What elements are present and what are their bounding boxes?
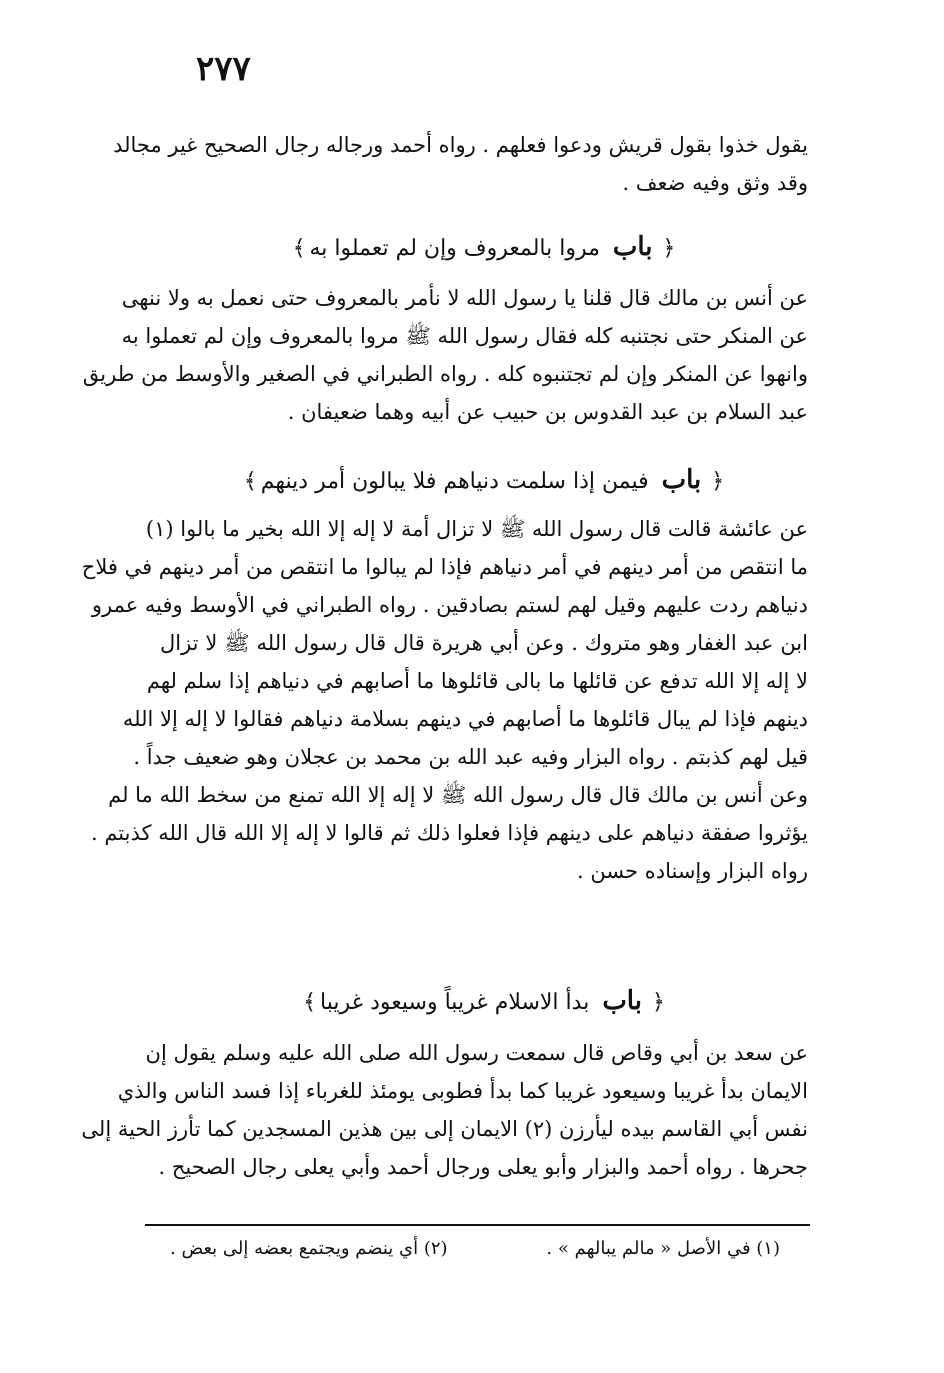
ornate-bracket-close: ﴾ [243, 469, 257, 494]
text-line: وقد وثق وفيه ضعف . [622, 171, 808, 195]
text-line: دنياهم ردت عليهم وقيل لهم لستم بصادقين . رواه الطبراني في الأوسط وفيه عمرو [91, 593, 808, 617]
text-line: يقول خذوا بقول قريش ودعوا فعلهم . رواه أحمد ورجاله رجال الصحيح غير مجالد [113, 133, 808, 157]
paragraph-block-1 [113, 130, 808, 206]
text-line: نفس أبي القاسم بيده ليأرزن (٢) الايمان إلى بين هذين المسجدين كما تأرز الحية إلى [81, 1117, 808, 1141]
text-line: دينهم فإذا لم يبال قائلوها ما أصابهم في دينهم بسلامة دنياهم فقالوا لا إله إلا الله [122, 707, 808, 731]
paragraph-block-3 [81, 514, 808, 894]
heading-title: فيمن إذا سلمت دنياهم فلا يبالون أمر دينهم [260, 469, 649, 494]
heading-title: بدأ الاسلام غريباً وسيعود غريبا [320, 990, 590, 1015]
text-line: وعن أنس بن مالك قال قال رسول الله ﷺ لا إله إلا الله تمنع من سخط الله ما لم [108, 783, 808, 807]
ornate-bracket-open: ﴿ [711, 469, 725, 494]
text-line: يؤثروا صفقة دنياهم على دينهم فإذا فعلوا ذلك ثم قالوا لا إله إلا الله قال الله كذبتم . [90, 821, 808, 845]
footnotes [170, 1236, 780, 1262]
text-line: عبد السلام بن عبد القدوس بن حبيب عن أبيه وهما ضعيفان . [287, 400, 808, 424]
chapter-heading-2 [160, 465, 808, 503]
heading-title: مروا بالمعروف وإن لم تعملوا به [309, 236, 600, 261]
chapter-heading-3 [160, 986, 808, 1024]
text-line: جحرها . رواه أحمد والبزار وأبو يعلى ورجال أحمد وأبي يعلى رجال الصحيح . [158, 1155, 808, 1179]
text-line: عن أنس بن مالك قال قلنا يا رسول الله لا نأمر بالمعروف حتى نعمل به ولا ننهى [121, 286, 808, 310]
text-line: لا إله إلا الله تدفع عن قائلها ما بالى قائلوها ما أصابهم في دنياهم إذا سلم لهم [146, 669, 808, 693]
ornate-bracket-open: ﴿ [662, 236, 676, 261]
text-line: قيل لهم كذبتم . رواه البزار وفيه عبد الله بن محمد بن عجلان وهو ضعيف جداً . [133, 745, 808, 769]
footnote-1: (١) في الأصل « مالم يبالهم » . [546, 1238, 780, 1259]
heading-bab-word: باب [661, 465, 702, 495]
footnote-2: (٢) أي ينضم ويجتمع بعضه إلى بعض . [170, 1238, 448, 1259]
ornate-bracket-close: ﴾ [292, 236, 306, 261]
text-line: ابن عبد الغفار وهو متروك . وعن أبي هريرة قال قال رسول الله ﷺ لا تزال [160, 631, 808, 655]
text-line: عن عائشة قالت قال رسول الله ﷺ لا تزال أمة لا إله إلا الله بخير ما بالوا (١) [145, 517, 808, 541]
text-line: عن المنكر حتى نجتنبه كله فقال رسول الله ﷺ مروا بالمعروف وإن لم تعملوا به [121, 324, 808, 348]
heading-bab-word: باب [602, 986, 642, 1016]
footnote-divider [145, 1224, 810, 1226]
page-number: ٢٧٧ [196, 49, 251, 89]
ornate-bracket-close: ﴾ [303, 990, 317, 1015]
text-line: الايمان بدأ غريبا وسيعود غريبا كما بدأ فطوبى يومئذ للغرباء إذا فسد الناس والذي [117, 1079, 808, 1103]
text-line: وانهوا عن المنكر وإن لم تجتنبوه كله . رواه الطبراني في الصغير والأوسط من طريق [82, 362, 808, 386]
text-line: رواه البزار وإسناده حسن . [577, 859, 808, 883]
paragraph-block-4 [81, 1038, 808, 1190]
text-line: ما انتقص من أمر دينهم في أمر دنياهم فإذا لم يبالوا ما انتقص من أمر دينهم في فلاح [81, 555, 808, 579]
text-line: عن سعد بن أبي وقاص قال سمعت رسول الله صلى الله عليه وسلم يقول إن [145, 1041, 808, 1065]
heading-bab-word: باب [612, 232, 653, 262]
ornate-bracket-open: ﴿ [651, 990, 665, 1015]
paragraph-block-2 [82, 283, 808, 435]
chapter-heading-1 [160, 232, 808, 270]
